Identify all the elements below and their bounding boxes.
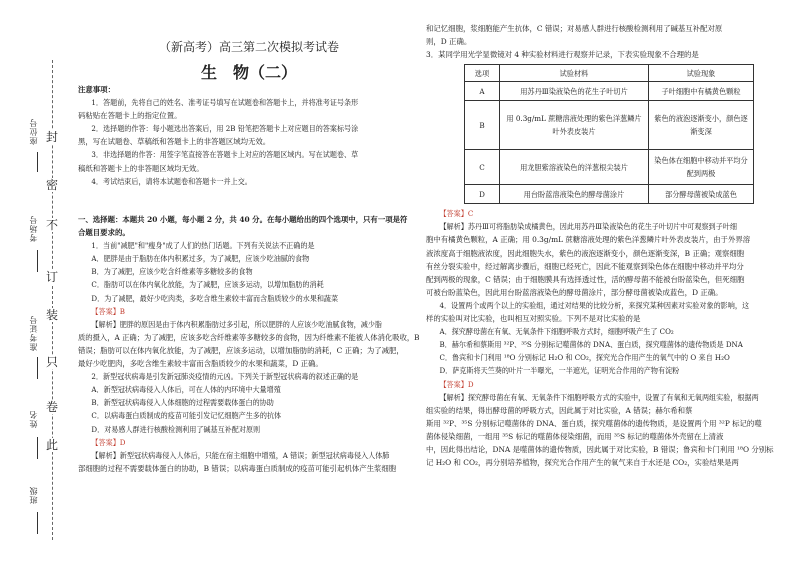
right-column [426,22,776,469]
table-cell: 用 0.3g/mL 蔗糖溶液处理的紫色洋葱鳞片叶外表皮装片 [500,101,649,150]
fill-line [37,357,38,379]
q2-answer: 【答案】D [91,437,126,447]
q3-explanation: 液浓度高于细胞液浓度，因此细胞失水，紫色的液泡逐渐变小，颜色逐渐变深，B 正确；观察细胞 [426,248,745,258]
binding-char: 不 [45,218,58,232]
notice-heading: 注意事项： [78,85,115,94]
section-heading: 合题目要求的。 [78,228,130,238]
q4-explanation: 中，因此得出结论，DNA 是噬菌体的遗传物质，因此属于对比实验，B 错误；鲁宾和卡门利用 ¹⁸O 分别标 [426,444,774,454]
q2-explanation: 部细胞的过程不需要载体蛋白的协助，B 错误；以病毒蛋白质制成的疫苗可能引起机体产生浆细胞 [78,463,397,473]
q1-answer: 【答案】B [91,306,125,316]
table-cell: A [465,82,500,101]
exam-title: （新高考）高三第二次模拟考试卷 [158,40,339,54]
table-cell: B [465,101,500,150]
table-row [465,150,754,185]
q4-option-b: B．赫尔希和蔡斯用 ³²P、³⁵S 分别标记噬菌体的 DNA、蛋白质，探究噬菌体的遗传物质是 DNA [439,340,743,350]
q2-option-d: D．对易感人群进行核酸检测利用了碱基互补配对原则 [91,424,261,434]
notice-item: 稿纸和答题卡上的非答题区域均无效。 [78,163,204,173]
fill-line [37,152,38,172]
subject-title: 生 物（二） [200,63,297,82]
notice-item: 黑，写在试题卷、草稿纸和答题卡上的非答题区域均无效。 [78,137,271,147]
table-header-row [465,65,754,82]
notice-item: 1．答题前，先将自己的姓名、准考证号填写在试题卷和答题卡上，并将准考证号条形 [91,98,359,108]
table-header: 试验材料 [500,65,649,82]
notice-item: 码粘贴在答题卡上的指定位置。 [78,111,182,121]
q4-explanation: 斯用 ³²P、³⁵S 分别标记噬菌体的 DNA、蛋白质，探究噬菌体的遗传物质，是设置两个用 ³²P 标记的噬 [426,418,762,428]
admission-number-label: 准考证号 [29,315,38,351]
fill-line [37,250,38,272]
q4-option-a: A．探究酵母菌在有氧、无氧条件下细胞呼吸方式时，细胞呼吸产生了 CO₂ [439,327,674,337]
q1-option-d: D．为了减肥，最好少吃肉类，多吃含维生素较丰富而含脂质较少的水果和蔬菜 [91,293,339,303]
q3-answer: 【答案】C [439,209,474,219]
table-cell: D [465,185,500,204]
table-row [465,101,754,150]
table-row [465,82,754,101]
q3-explanation: 【解析】苏丹Ⅲ可将脂肪染成橘黄色，因此用苏丹Ⅲ染液染色的花生子叶切片中可观察到子叶细 [439,222,737,232]
notice-block [78,83,420,188]
q4-explanation: 组实验的结果，得出酵母菌的呼吸方式，因此属于对比实验，A 错误；赫尔希和蔡 [426,405,693,415]
q4-explanation: 菌体侵染细菌，一组用 ³⁵S 标记的噬菌体侵染细菌，而用 ³⁵S 标记的噬菌体外壳留在上清液 [426,431,724,441]
q3-explanation: 胞中有橘黄色颗粒，A 正确；用 0.3g/mL 蔗糖溶液处理的紫色洋葱鳞片叶外表皮装片，由于外界溶 [426,235,751,245]
notice-item: 4．考试结束后，请将本试题卷和答题卡一并上交。 [91,176,252,186]
q2-option-c: C．以病毒蛋白质制成的疫苗可能引发记忆细胞产生多的抗体 [91,411,282,421]
question-3-stem: 3．某同学用光学显微镜对 4 种实验材料进行观察并记录，下表实验现象不合理的是 [426,50,699,60]
name-label: 姓名 [29,410,38,428]
q1-option-c: C．脂肪可以在体内氧化放能，为了减肥，应该多运动，以增加脂肪的消耗 [91,280,324,290]
binding-char: 封 [45,130,58,144]
q2-option-b: B．新型冠状病毒侵入人体细胞的过程需要载体蛋白的协助 [91,398,274,408]
table-cell: 用龙胆紫溶液染色的洋葱根尖装片 [500,150,649,185]
q4-answer: 【答案】D [439,379,474,389]
table-header: 试验现象 [649,65,754,82]
question-4-stem: 4．设置两个或两个以上的实验组，通过对结果的比较分析，来探究某种因素对实验对象的影响，这 [439,300,750,310]
q1-explanation: 质的摄入，A 正确；为了减肥，应该多吃含纤维素等多糖较多的食物，因为纤维素不能被人体消化吸收，B [78,332,420,342]
question-4-stem: 样的实验叫对比实验，也叫相互对照实验。下列不是对比实验的是 [426,314,641,324]
q4-option-c: C．鲁宾和卡门利用 ¹⁸O 分别标记 H₂O 和 CO₂，探究光合作用产生的氧气中的 O 来自 H₂O [439,353,730,363]
binding-char: 装 [45,308,58,322]
q1-explanation: 【解析】肥胖的原因是由于体内积累脂肪过多引起，所以肥胖的人应该少吃油腻食物，减少脂 [91,319,383,329]
table-cell: C [465,150,500,185]
q2-explanation: 【解析】新型冠状病毒侵入人体后，只能在宿主细胞中增殖，A 错误；新型冠状病毒侵入人体肺 [91,450,390,460]
table-cell: 用苏丹Ⅲ染液染色的花生子叶切片 [500,82,649,101]
fill-line [37,437,38,459]
q3-explanation: 有丝分裂实验中，经过解离步骤后，细胞已经死亡，因此不能观察到染色体在细胞中移动并平均分 [426,261,744,271]
q4-explanation: 【解析】探究酵母菌在有氧、无氧条件下细胞呼吸方式的实验中，设置了有氧和无氧两组实验，根据两 [439,392,759,402]
q2-explanation-cont: 和记忆细胞，浆细胞能产生抗体，C 错误；对易感人群进行核酸检测利用了碱基互补配对原 [426,24,723,33]
binding-strip [0,0,70,562]
question-2-stem: 2．新型冠状病毒是引发新冠肺炎疫情的元凶。下列关于新型冠状病毒的叙述正确的是 [91,372,359,382]
q3-table [464,64,754,204]
binding-char: 密 [45,178,58,192]
class-label: 班级 [29,486,38,504]
question-1-stem: 1．当前"减肥"和"瘦身"成了人们的热门话题。下列有关说法不正确的是 [91,241,315,251]
table-cell: 染色体在细胞中移动并平均分配到两极 [649,150,754,185]
table-header: 选项 [465,65,500,82]
table-row [465,185,754,204]
q3-explanation: 配到两极的现象，C 错误；由于细胞膜具有选择透过性，活的酵母菌不能被台盼蓝染色，但死细胞 [426,274,745,284]
table-cell: 用台盼蓝溶液染色的酵母菌涂片 [500,185,649,204]
q1-explanation: 错误；脂肪可以在体内氧化放能，为了减肥，应该多运动，以增加脂肪的消耗，C 正确；为了减肥， [78,345,404,355]
table-cell: 紫色的液泡逐渐变小，颜色逐渐变深 [649,101,754,150]
q1-option-b: B．为了减肥，应该少吃含纤维素等多糖较多的食物 [91,267,253,277]
notice-item: 2．选择题的作答：每小题选出答案后，用 2B 铅笔把答题卡上对应题目的答案标号涂 [91,124,359,134]
q1-option-a: A．肥胖是由于脂肪在体内积累过多，为了减肥，应该少吃油腻的食物 [91,254,310,264]
binding-char: 卷 [45,400,58,414]
q4-option-d: D．萨克斯将天竺葵的叶片一半曝光，一半遮光，证明光合作用的产物有淀粉 [439,366,680,376]
notice-item: 3．非选择题的作答：用签字笔直接答在答题卡上对应的答题区域内。写在试题卷、草 [91,150,359,160]
table-cell: 子叶细胞中有橘黄色颗粒 [649,82,754,101]
q2-option-a: A．新型冠状病毒侵入人体后，可在人体的内环境中大量增殖 [91,385,281,395]
question-block [78,213,420,475]
binding-char: 此 [45,438,58,452]
table-cell: 部分酵母菌被染成蓝色 [649,185,754,204]
binding-char: 只 [45,355,58,369]
binding-char: 订 [45,270,58,284]
q1-explanation: 最好少吃肥肉，多吃含维生素较丰富而含脂质较少的水果和蔬菜，D 正确。 [78,359,323,369]
q3-explanation: 可被台盼蓝染色，因此用台盼蓝溶液染色的酵母菌涂片，部分酵母菌被染成蓝色，D 正确。 [426,287,723,297]
exam-room-label: 考场号 [29,215,38,242]
seat-number-label: 座位号 [29,118,38,145]
q2-explanation-cont: 则，D 正确。 [426,37,472,47]
section-heading: 一、选择题：本题共 20 小题，每小题 2 分，共 40 分。在每小题给出的四个选项中，只有一项是符 [78,215,408,224]
fill-line [37,512,38,534]
q4-explanation: 记 H₂O 和 CO₂，再分别培养植物，探究光合作用产生的氧气来自于水还是 CO₂，实验结果是两 [426,458,739,468]
